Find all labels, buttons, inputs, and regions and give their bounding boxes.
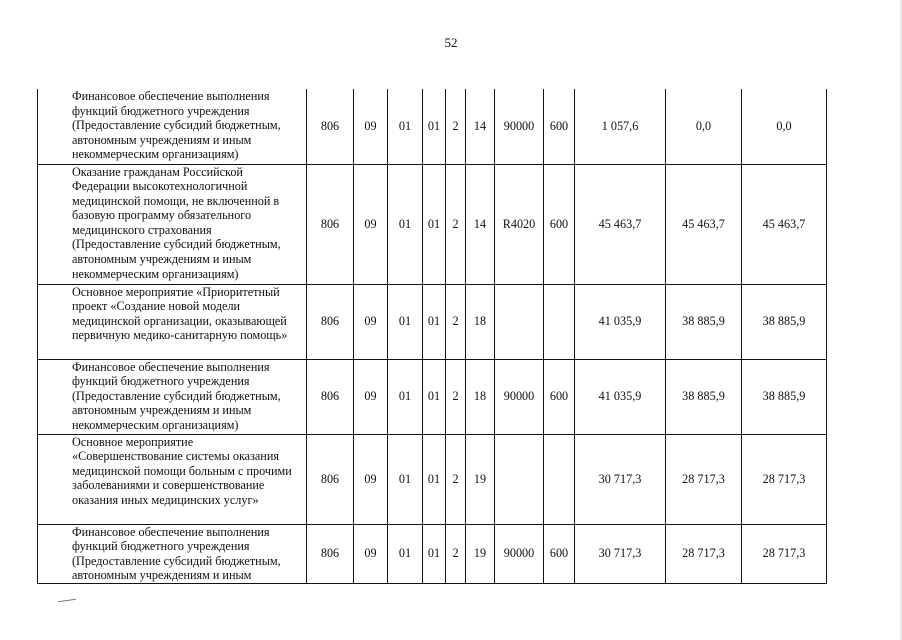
amount-year-1: 1 057,6 — [575, 89, 666, 164]
amount-year-3: 38 885,9 — [742, 359, 827, 434]
ved-code: 806 — [307, 89, 354, 164]
pen-mark — [58, 599, 76, 602]
amount-year-2: 0,0 — [666, 89, 742, 164]
expense-type-code: 600 — [544, 164, 575, 284]
subsection-code: 01 — [388, 164, 423, 284]
event-code: 14 — [466, 89, 495, 164]
direction-code: 90000 — [495, 359, 544, 434]
page-number: 52 — [444, 35, 458, 50]
amount-year-2: 38 885,9 — [666, 359, 742, 434]
amount-year-1: 45 463,7 — [575, 164, 666, 284]
direction-code: R4020 — [495, 164, 544, 284]
event-code: 19 — [466, 524, 495, 583]
ved-code: 806 — [307, 164, 354, 284]
program-code: 01 — [423, 284, 446, 359]
expense-type-code — [544, 434, 575, 524]
amount-year-2: 28 717,3 — [666, 524, 742, 583]
event-code: 14 — [466, 164, 495, 284]
section-code: 09 — [354, 89, 388, 164]
row-name: Финансовое обеспечение выполнения функций бюджетного учреждения (Предоставление субсидий бюджетным, автономным учреждениям и иным некоммерческим организациям) — [38, 89, 307, 164]
amount-year-2: 28 717,3 — [666, 434, 742, 524]
program-code: 01 — [423, 89, 446, 164]
table-row — [38, 164, 827, 284]
budget-table — [37, 89, 827, 584]
expense-type-code: 600 — [544, 89, 575, 164]
program-code: 01 — [423, 434, 446, 524]
subprogram-code: 2 — [446, 284, 466, 359]
program-code: 01 — [423, 524, 446, 583]
event-code: 19 — [466, 434, 495, 524]
subprogram-code: 2 — [446, 89, 466, 164]
amount-year-3: 0,0 — [742, 89, 827, 164]
section-code: 09 — [354, 284, 388, 359]
direction-code — [495, 434, 544, 524]
table-row — [38, 434, 827, 524]
expense-type-code: 600 — [544, 359, 575, 434]
table-row — [38, 359, 827, 434]
amount-year-3: 38 885,9 — [742, 284, 827, 359]
subsection-code: 01 — [388, 284, 423, 359]
ved-code: 806 — [307, 359, 354, 434]
amount-year-3: 28 717,3 — [742, 434, 827, 524]
section-code: 09 — [354, 434, 388, 524]
table-row — [38, 524, 827, 583]
amount-year-2: 45 463,7 — [666, 164, 742, 284]
subsection-code: 01 — [388, 434, 423, 524]
subprogram-code: 2 — [446, 359, 466, 434]
subsection-code: 01 — [388, 359, 423, 434]
program-code: 01 — [423, 164, 446, 284]
subsection-code: 01 — [388, 524, 423, 583]
expense-type-code: 600 — [544, 524, 575, 583]
subsection-code: 01 — [388, 89, 423, 164]
amount-year-1: 30 717,3 — [575, 524, 666, 583]
direction-code: 90000 — [495, 89, 544, 164]
amount-year-2: 38 885,9 — [666, 284, 742, 359]
amount-year-1: 41 035,9 — [575, 284, 666, 359]
expense-type-code — [544, 284, 575, 359]
section-code: 09 — [354, 359, 388, 434]
amount-year-1: 30 717,3 — [575, 434, 666, 524]
event-code: 18 — [466, 284, 495, 359]
row-name: Финансовое обеспечение выполнения функций бюджетного учреждения (Предоставление субсидий бюджетным, автономным учреждениям и иным — [38, 524, 307, 583]
table-body — [38, 89, 827, 583]
amount-year-3: 28 717,3 — [742, 524, 827, 583]
program-code: 01 — [423, 359, 446, 434]
table-row — [38, 89, 827, 164]
row-name: Основное мероприятие «Совершенствование системы оказания медицинской помощи больным с прочими заболеваниями и совершенствование оказания иных медицинских услуг» — [38, 434, 307, 524]
row-name: Оказание гражданам Российской Федерации высокотехнологичной медицинской помощи, не включенной в базовую программу обязательного медицинского страхования (Предоставление субсидий бюджетным, автономным учреждениям и иным некоммерческим организациям) — [38, 164, 307, 284]
ved-code: 806 — [307, 434, 354, 524]
direction-code: 90000 — [495, 524, 544, 583]
direction-code — [495, 284, 544, 359]
subprogram-code: 2 — [446, 524, 466, 583]
row-name: Финансовое обеспечение выполнения функций бюджетного учреждения (Предоставление субсидий бюджетным, автономным учреждениям и иным некоммерческим организациям) — [38, 359, 307, 434]
event-code: 18 — [466, 359, 495, 434]
table-row — [38, 284, 827, 359]
subprogram-code: 2 — [446, 434, 466, 524]
ved-code: 806 — [307, 284, 354, 359]
section-code: 09 — [354, 164, 388, 284]
amount-year-1: 41 035,9 — [575, 359, 666, 434]
row-name: Основное мероприятие «Приоритетный проект «Создание новой модели медицинской организации, оказывающей первичную медико-санитарную помощь» — [38, 284, 307, 359]
section-code: 09 — [354, 524, 388, 583]
ved-code: 806 — [307, 524, 354, 583]
amount-year-3: 45 463,7 — [742, 164, 827, 284]
subprogram-code: 2 — [446, 164, 466, 284]
